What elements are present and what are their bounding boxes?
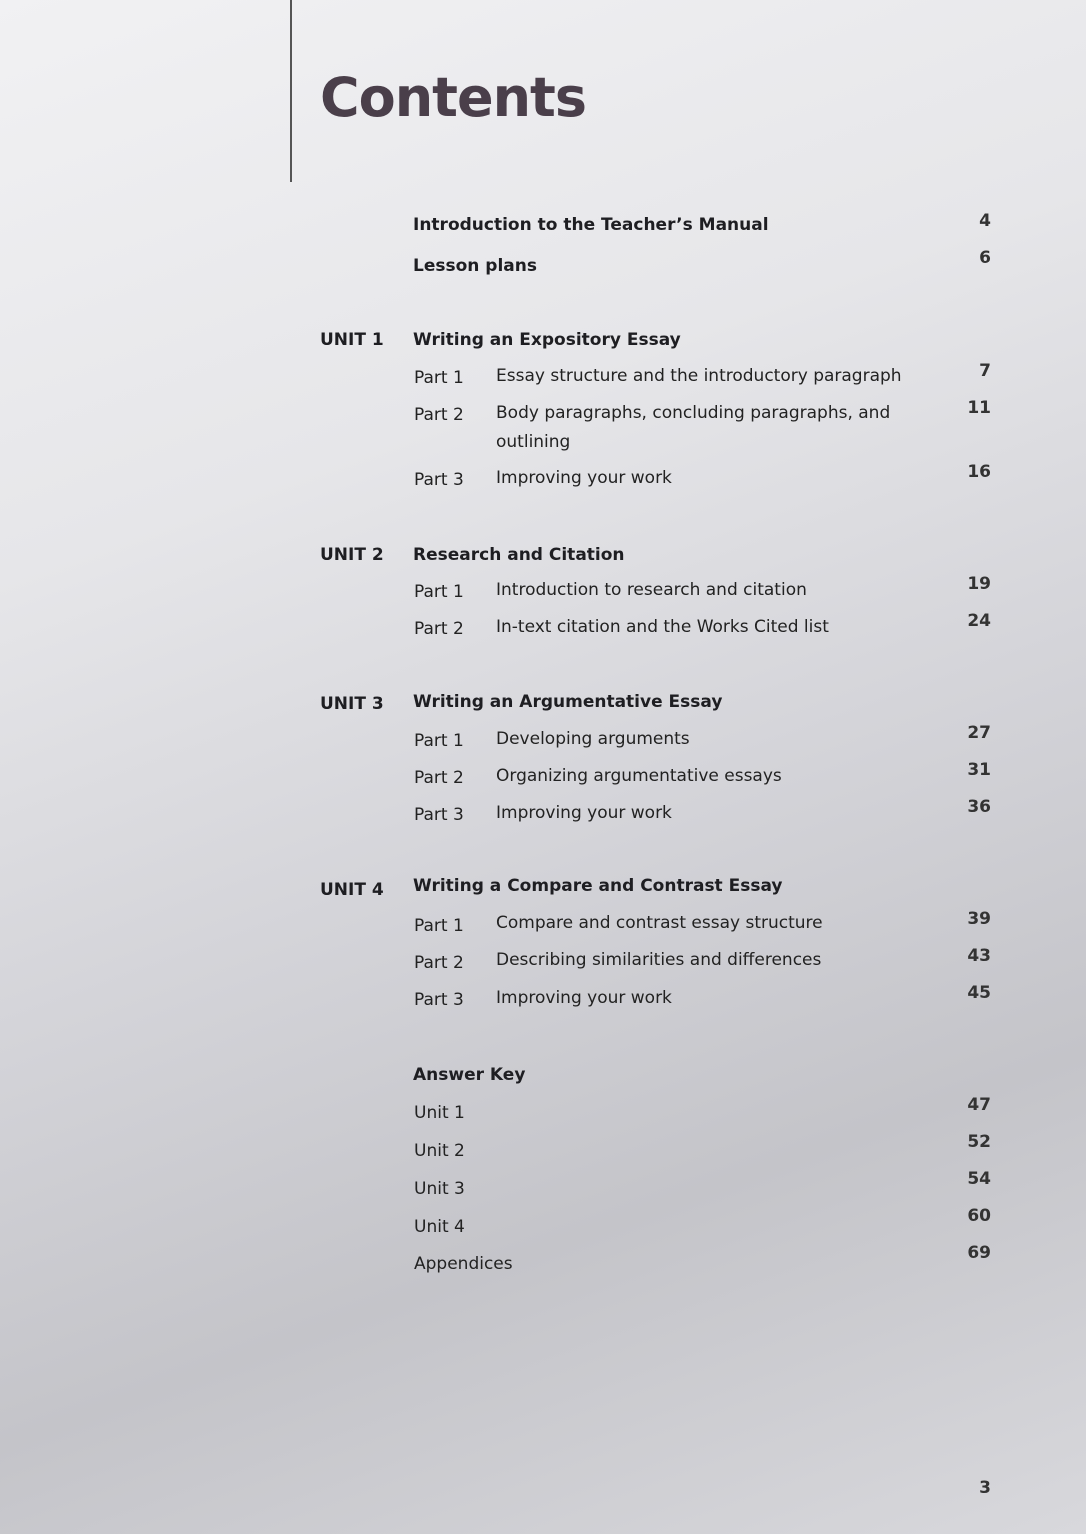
unit-1-part-3-page: 16 <box>967 462 991 482</box>
unit-3-part-2-title[interactable]: Organizing argumentative essays <box>496 766 782 786</box>
unit-4-label: UNIT 4 <box>320 880 384 900</box>
unit-1-part-2-label: Part 2 <box>414 405 464 425</box>
answer-key-unit-1-page: 47 <box>967 1095 991 1115</box>
unit-2-part-1-page: 19 <box>967 574 991 594</box>
toc-intro-page: 4 <box>979 211 991 231</box>
unit-1-part-1-label: Part 1 <box>414 368 464 388</box>
unit-1-part-1-page: 7 <box>979 361 991 381</box>
toc-intro-title[interactable]: Introduction to the Teacher’s Manual <box>413 215 769 235</box>
margin-rule <box>290 0 292 182</box>
unit-3-part-3-title[interactable]: Improving your work <box>496 803 672 823</box>
toc-lesson-plans-title[interactable]: Lesson plans <box>413 256 537 276</box>
unit-4-part-1-title[interactable]: Compare and contrast essay structure <box>496 913 823 933</box>
unit-4-part-1-page: 39 <box>967 909 991 929</box>
unit-1-label: UNIT 1 <box>320 330 384 350</box>
answer-key-unit-1[interactable]: Unit 1 <box>414 1103 465 1123</box>
unit-4-part-3-title[interactable]: Improving your work <box>496 988 672 1008</box>
appendices-page: 69 <box>967 1243 991 1263</box>
page-title: Contents <box>320 66 587 129</box>
answer-key-unit-2[interactable]: Unit 2 <box>414 1141 465 1161</box>
unit-3-part-3-page: 36 <box>967 797 991 817</box>
unit-3-part-3-label: Part 3 <box>414 805 464 825</box>
unit-3-part-1-title[interactable]: Developing arguments <box>496 729 690 749</box>
unit-1-part-3-label: Part 3 <box>414 470 464 490</box>
unit-2-part-2-page: 24 <box>967 611 991 631</box>
unit-3-part-2-label: Part 2 <box>414 768 464 788</box>
answer-key-heading[interactable]: Answer Key <box>413 1065 526 1085</box>
unit-1-part-3-title[interactable]: Improving your work <box>496 468 672 488</box>
unit-1-part-2-page: 11 <box>967 398 991 418</box>
unit-4-part-3-label: Part 3 <box>414 990 464 1010</box>
unit-3-part-1-label: Part 1 <box>414 731 464 751</box>
unit-2-label: UNIT 2 <box>320 545 384 565</box>
unit-3-title[interactable]: Writing an Argumentative Essay <box>413 692 723 712</box>
unit-2-part-2-title[interactable]: In-text citation and the Works Cited list <box>496 617 829 637</box>
unit-3-part-1-page: 27 <box>967 723 991 743</box>
unit-3-part-2-page: 31 <box>967 760 991 780</box>
unit-1-title[interactable]: Writing an Expository Essay <box>413 330 681 350</box>
unit-4-part-1-label: Part 1 <box>414 916 464 936</box>
unit-4-part-3-page: 45 <box>967 983 991 1003</box>
answer-key-unit-2-page: 52 <box>967 1132 991 1152</box>
unit-1-part-2-title[interactable]: Body paragraphs, concluding paragraphs, and outlining <box>496 403 891 452</box>
answer-key-unit-4[interactable]: Unit 4 <box>414 1217 465 1237</box>
unit-4-part-2-page: 43 <box>967 946 991 966</box>
answer-key-unit-4-page: 60 <box>967 1206 991 1226</box>
unit-2-part-1-label: Part 1 <box>414 582 464 602</box>
toc-lesson-plans-page: 6 <box>979 248 991 268</box>
appendices-title[interactable]: Appendices <box>414 1254 513 1274</box>
unit-2-part-1-title[interactable]: Introduction to research and citation <box>496 580 807 600</box>
unit-4-part-2-label: Part 2 <box>414 953 464 973</box>
unit-3-label: UNIT 3 <box>320 694 384 714</box>
answer-key-unit-3[interactable]: Unit 3 <box>414 1179 465 1199</box>
page-number: 3 <box>979 1478 991 1498</box>
unit-2-title[interactable]: Research and Citation <box>413 545 625 565</box>
answer-key-unit-3-page: 54 <box>967 1169 991 1189</box>
unit-2-part-2-label: Part 2 <box>414 619 464 639</box>
unit-4-part-2-title[interactable]: Describing similarities and differences <box>496 950 822 970</box>
unit-1-part-1-title[interactable]: Essay structure and the introductory paragraph <box>496 366 902 386</box>
unit-4-title[interactable]: Writing a Compare and Contrast Essay <box>413 876 783 896</box>
